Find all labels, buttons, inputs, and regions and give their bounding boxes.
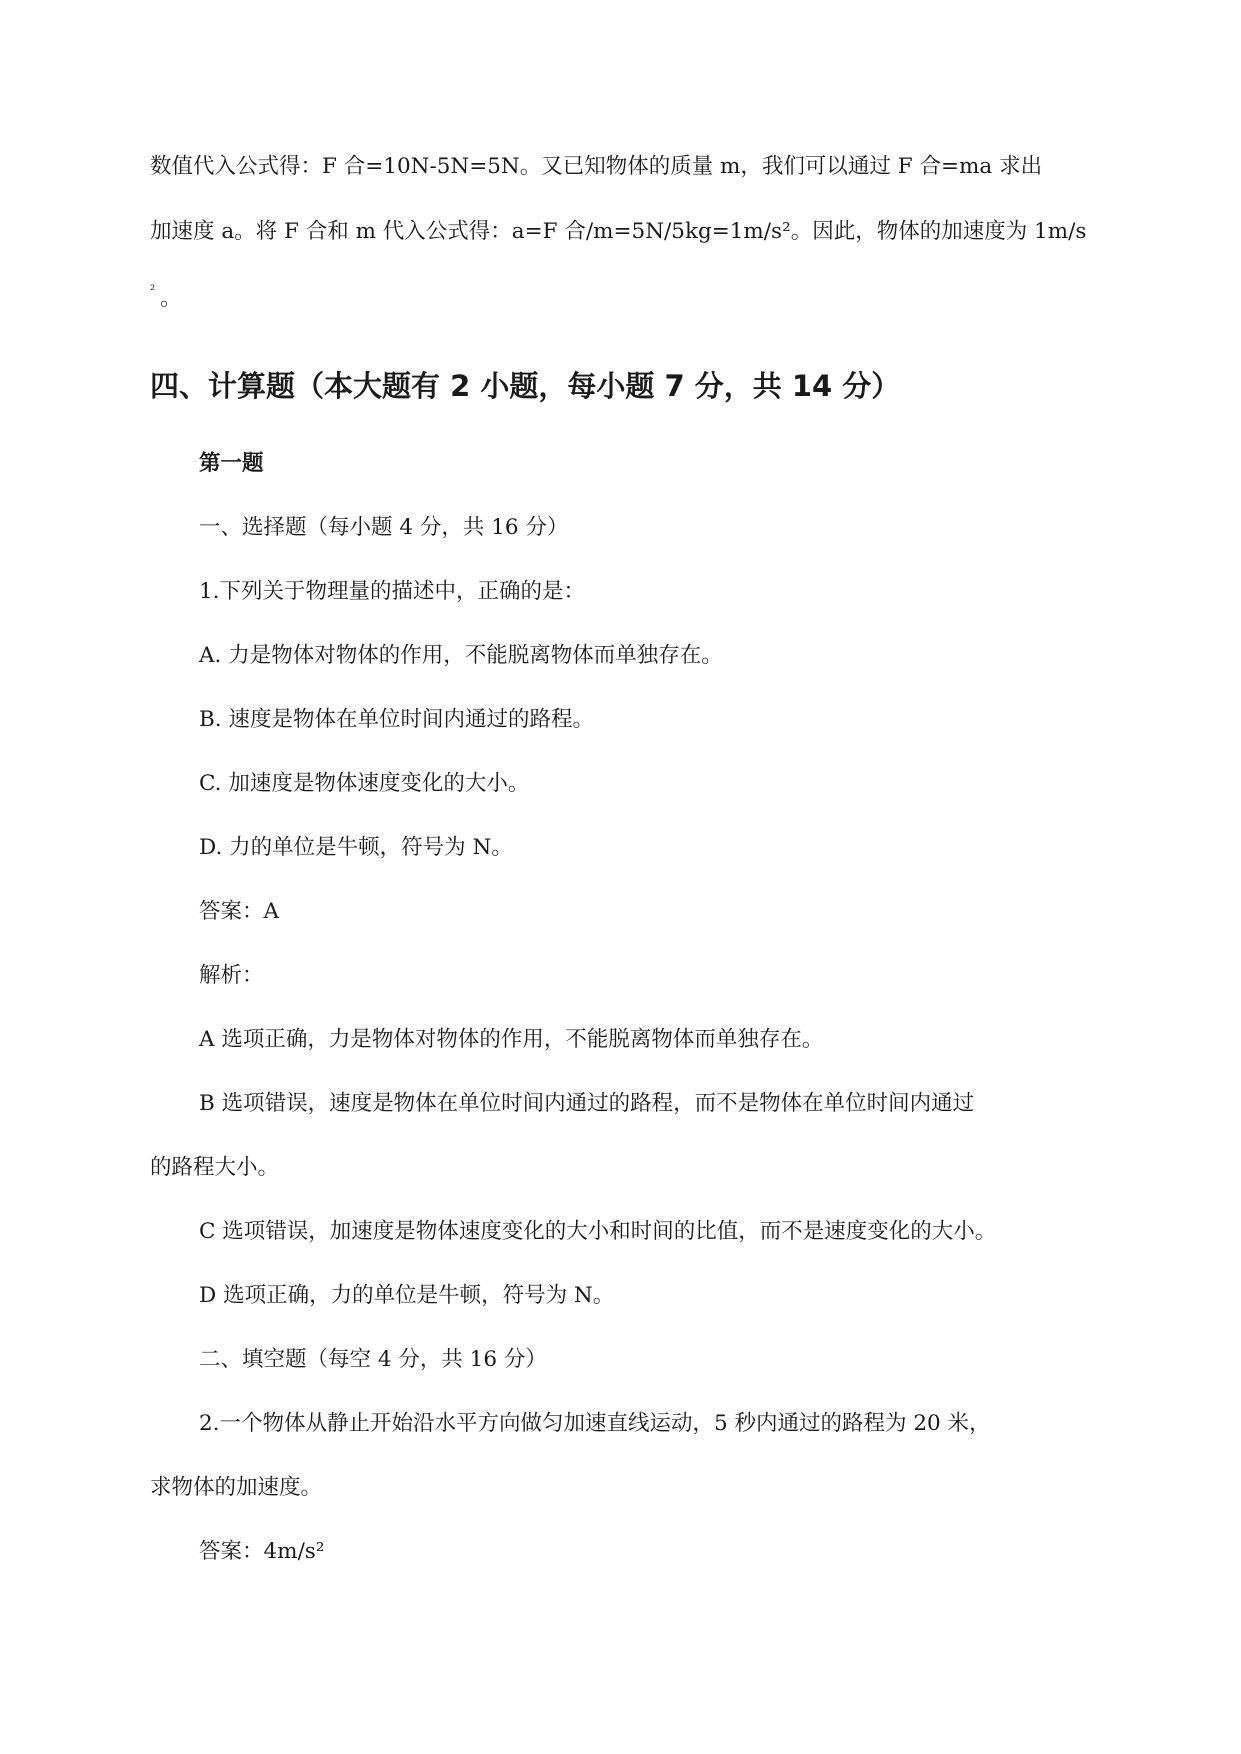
- answer-2: 答案：4m/s²: [199, 1539, 325, 1564]
- choice-part-header: 一、选择题（每小题 4 分，共 16 分）: [199, 515, 569, 540]
- analysis-a: A 选项正确，力是物体对物体的作用，不能脱离物体而单独存在。: [199, 1027, 824, 1052]
- option-d: D. 力的单位是牛顿，符号为 N。: [199, 835, 513, 860]
- question-subheading: 第一题: [199, 451, 264, 476]
- section-heading: 四、计算题（本大题有 2 小题，每小题 7 分，共 14 分）: [150, 369, 901, 403]
- paragraph-line-2: 加速度 a。将 F 合和 m 代入公式得：a=F 合/m=5N/5kg=1m/s²。因此，物体的加速度为 1m/s: [150, 219, 1087, 244]
- fill-part-header: 二、填空题（每空 4 分，共 16 分）: [199, 1347, 547, 1372]
- option-a: A. 力是物体对物体的作用，不能脱离物体而单独存在。: [199, 643, 723, 668]
- question-1-text: 1.下列关于物理量的描述中，正确的是：: [199, 579, 586, 604]
- answer-1: 答案：A: [199, 899, 280, 924]
- option-b: B. 速度是物体在单位时间内通过的路程。: [199, 707, 594, 732]
- analysis-b-line-2: 的路程大小。: [150, 1155, 280, 1180]
- superscript-two: ²: [150, 283, 156, 298]
- option-c: C. 加速度是物体速度变化的大小。: [199, 771, 530, 796]
- question-2-line-2: 求物体的加速度。: [150, 1475, 323, 1500]
- analysis-d: D 选项正确，力的单位是牛顿，符号为 N。: [199, 1283, 615, 1308]
- question-2-line-1: 2.一个物体从静止开始沿水平方向做匀加速直线运动，5 秒内通过的路程为 20 米，: [199, 1411, 991, 1436]
- analysis-label: 解析：: [199, 963, 264, 988]
- paragraph-line-3-end: 。: [160, 286, 182, 311]
- analysis-b-line-1: B 选项错误，速度是物体在单位时间内通过的路程，而不是物体在单位时间内通过: [199, 1091, 975, 1116]
- analysis-c: C 选项错误，加速度是物体速度变化的大小和时间的比值，而不是速度变化的大小。: [199, 1219, 997, 1244]
- paragraph-line-1: 数值代入公式得：F 合=10N-5N=5N。又已知物体的质量 m，我们可以通过 F 合=ma 求出: [150, 154, 1043, 179]
